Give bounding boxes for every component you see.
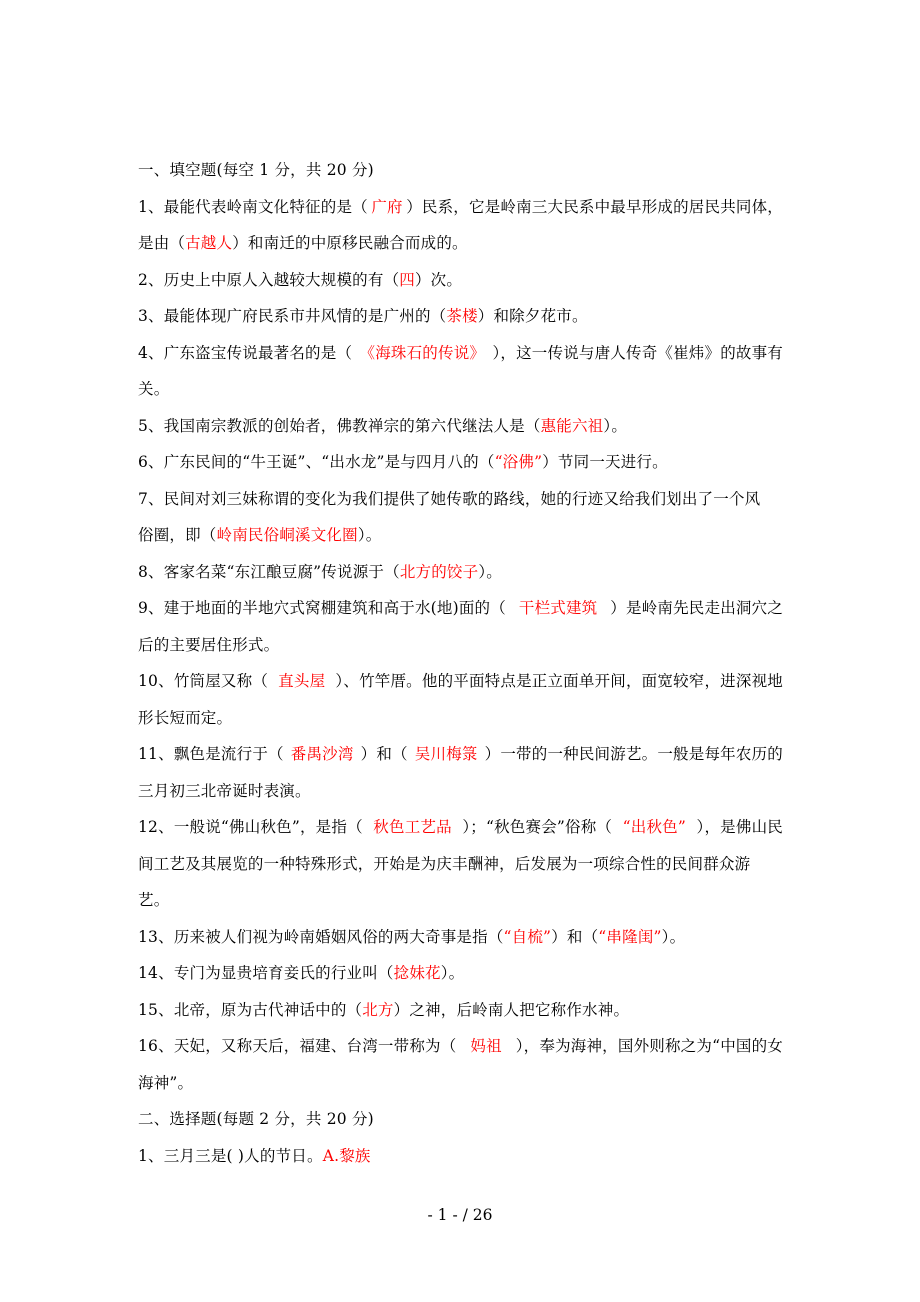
question-3 <box>138 298 783 335</box>
question-2-answer: 四 <box>399 270 415 289</box>
question-4-text-a: 4、广东盗宝传说最著名的是（ <box>138 343 353 362</box>
question-14-text-a: 14、专门为显贵培育妾氏的行业叫（ <box>138 964 394 982</box>
question-9-text-b: ）是岭南先民走出洞穴之 <box>610 599 783 617</box>
question-5 <box>138 408 783 445</box>
question-15-text-a: 15、北帝，原为古代神话中的（ <box>138 1000 363 1019</box>
question-16-text-b: ），奉为海神，国外则称之为“中国的女 <box>515 1037 783 1055</box>
question-1-line-2-answer: 古越人 <box>185 234 233 252</box>
question-15 <box>138 992 783 1029</box>
question-8-text-b: ）。 <box>478 562 502 581</box>
question-11-line-1 <box>138 736 783 773</box>
question-11-answer-1: 番禺沙湾 <box>290 745 354 763</box>
question-10-answer: 直头屋 <box>278 672 326 690</box>
question-11-text-c: ）一带的一种民间游艺。一般是每年农历的 <box>484 745 783 763</box>
question-1-text-a: 1、最能代表岭南文化特征的是（ <box>138 197 368 216</box>
question-9-line-1 <box>138 590 783 627</box>
question-6-text-a: 6、广东民间的“牛王诞”、“出水龙”是与四月八的（ <box>138 453 495 471</box>
document-body <box>138 152 783 1174</box>
question-5-text-a: 5、我国南宗教派的创始者，佛教禅宗的第六代继法人是（ <box>138 416 541 435</box>
question-16-answer: 妈祖 <box>470 1037 502 1055</box>
question-2 <box>138 262 783 299</box>
question-14 <box>138 955 783 992</box>
question-6-text-b: ）节同一天进行。 <box>542 453 668 471</box>
question-8-answer: 北方的饺子 <box>399 562 479 581</box>
question-2-text-b: ）次。 <box>414 270 463 289</box>
question-8-text-a: 8、客家名菜“东江酿豆腐”传说源于（ <box>138 562 400 581</box>
question-5-text-b: ）。 <box>603 416 628 435</box>
section1-heading: 一、填空题(每空 1 分，共 20 分) <box>138 161 374 179</box>
question-4-line-1 <box>138 335 783 372</box>
question-13-text-a: 13、历来被人们视为岭南婚姻风俗的两大奇事是指（ <box>138 927 504 946</box>
question-12-text-a: 12、一般说“佛山秋色”，是指（ <box>138 818 363 836</box>
question-14-text-b: ）。 <box>440 964 465 982</box>
question-7-line-1: 7、民间对刘三妹称谓的变化为我们提供了她传歌的路线，她的行迹又给我们划出了一个风 <box>138 489 761 508</box>
question-1-line-1 <box>138 189 783 226</box>
question-13 <box>138 919 783 956</box>
question-13-text-c: ）。 <box>661 927 686 946</box>
question-4-text-b: ），这一传说与唐人传奇《崔炜》的故事有 <box>492 343 783 362</box>
question-3-text-b: ）和除夕花市。 <box>477 307 588 325</box>
question-12-text-b: ）；“秋色赛会”俗称（ <box>462 818 613 836</box>
question-12-text-c: ），是佛山民 <box>696 818 783 836</box>
question-4-line-2: 关。 <box>138 380 170 398</box>
question-12-line-2: 间工艺及其展览的一种特殊形式，开始是为庆丰酬神，后发展为一项综合性的民间群众游 <box>138 854 751 873</box>
question-15-text-b: ）之神，后岭南人把它称作水神。 <box>393 1000 630 1019</box>
question-1-line-2-text-a: 是由（ <box>138 234 186 252</box>
question-2-text-a: 2、历史上中原人入越较大规模的有（ <box>138 270 400 289</box>
question-9-line-2: 后的主要居住形式。 <box>138 635 280 654</box>
question-1-answer: 广府 <box>371 197 403 216</box>
section2-heading: 二、选择题(每题 2 分，共 20 分) <box>138 1110 374 1128</box>
question-12-line-1 <box>138 809 783 846</box>
question-10-text-a: 10、竹筒屋又称（ <box>138 672 269 690</box>
question-5-answer: 惠能六祖 <box>540 416 604 435</box>
question-11-line-2: 三月初三北帝诞时表演。 <box>138 781 311 800</box>
question-9-text-a: 9、建于地面的半地穴式窝棚建筑和高于水(地)面的（ <box>138 599 506 617</box>
question-13-text-b: ）和（ <box>551 927 599 946</box>
question-4-answer: 《海珠石的传说》 <box>359 343 486 362</box>
page-number: - 1 - / 26 <box>427 1206 493 1224</box>
question-10-text-b: ）、竹竿厝。他的平面特点是正立面单开间，面宽较窄，进深视地 <box>335 672 783 690</box>
question-10-line-2: 形长短而定。 <box>138 708 233 727</box>
question-3-text-a: 3、最能体现广府民系市井风情的是广州的（ <box>138 307 447 325</box>
question-7-line-2 <box>138 517 783 554</box>
question-16-line-2: 海神”。 <box>138 1073 194 1092</box>
question-11-text-b: ）和（ <box>360 745 408 763</box>
question-12-answer-2: “出秋色” <box>622 818 687 836</box>
question-15-answer: 北方 <box>362 1000 394 1019</box>
question-3-answer: 茶楼 <box>446 307 478 325</box>
question-7-text-a: 俗圈，即（ <box>138 526 217 544</box>
question-7-answer: 岭南民俗峒溪文化圈 <box>216 526 358 544</box>
question-13-answer-1: “自梳” <box>503 927 552 946</box>
question-6 <box>138 444 783 481</box>
question-1-text-b: ）民系，它是岭南三大民系中最早形成的居民共同体， <box>406 197 783 216</box>
question-10-line-1 <box>138 663 783 700</box>
question-1-line-2 <box>138 225 783 262</box>
question-16-line-1 <box>138 1028 783 1065</box>
choice-question-1 <box>138 1138 783 1175</box>
question-1-line-2-text-b: ）和南迁的中原移民融合而成的。 <box>232 234 468 252</box>
question-7-text-b: ）。 <box>357 526 382 544</box>
question-16-text-a: 16、天妃，又称天后，福建、台湾一带称为（ <box>138 1037 457 1055</box>
choice-question-1-text: 1、三月三是( )人的节日。 <box>138 1146 323 1165</box>
question-11-answer-2: 吴川梅箓 <box>414 745 478 763</box>
question-8 <box>138 554 783 591</box>
choice-question-1-answer: A.黎族 <box>322 1146 371 1165</box>
question-12-line-3: 艺。 <box>138 891 170 909</box>
question-6-answer: “浴佛” <box>494 453 543 471</box>
question-13-answer-2: “串隆闺” <box>598 927 662 946</box>
question-9-answer: 干栏式建筑 <box>518 599 598 617</box>
question-14-answer: 捻妹花 <box>393 964 441 982</box>
question-12-answer-1: 秋色工艺品 <box>373 818 452 836</box>
question-11-text-a: 11、飘色是流行于（ <box>138 745 284 763</box>
